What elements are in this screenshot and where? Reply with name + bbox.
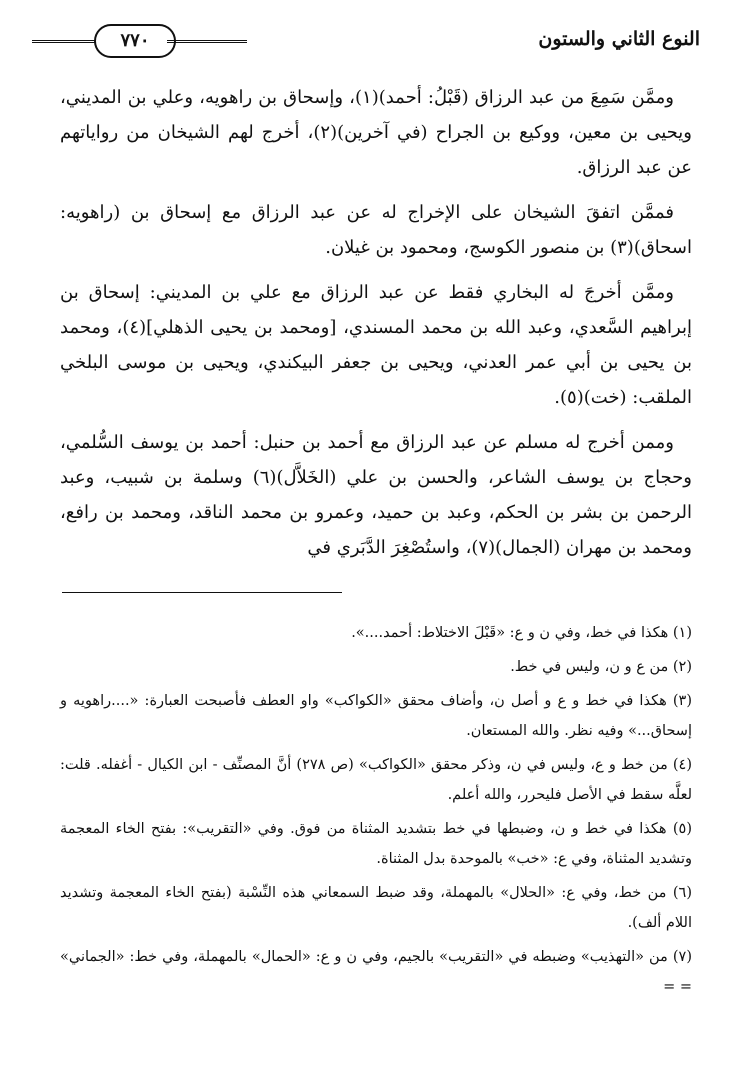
- footnote-separator: [62, 592, 342, 593]
- page-header: [32, 22, 700, 68]
- main-text: [60, 80, 692, 565]
- footnotes: [60, 618, 692, 1006]
- paragraph: وممَّن سَمِعَ من عبد الرزاق (قَبْلُ: أحمد)(١)، وإسحاق بن راهويه، وعلي بن المديني، ويحيى بن معين، ووكيع بن الجراح (في آخرين)(٢)، أخرج لهم الشيخان من رواياتهم عن عبد الرزاق.: [60, 87, 693, 178]
- footnote: (٣) هكذا في خط و ع و أصل ن، وأضاف محقق «الكواكب» واو العطف فأصبحت العبارة: «....راهويه و إسحاق...» وفيه نظر. والله المستعان.: [60, 693, 692, 739]
- footnote: (٢) من ع و ن، وليس في خط.: [510, 659, 692, 675]
- paragraph: فممَّن اتفقَ الشيخان على الإخراج له عن عبد الرزاق مع إسحاق بن (راهويه: اسحاق)(٣) بن منصور الكوسج، ومحمود بن غيلان.: [60, 202, 692, 258]
- footnote: (٤) من خط و ع، وليس في ن، وذكر محقق «الكواكب» (ص ٢٧٨) أنَّ المصنِّف - ابن الكيال - أغفله. قلت: لعلَّه سقط في الأصل فليحرر، والله أعلم.: [60, 757, 692, 803]
- footnote: (٦) من خط، وفي ع: «الحلال» بالمهملة، وقد ضبط السمعاني هذه النِّسْبة (بفتح الخاء المعجمة وتشديد اللام ألف).: [60, 885, 692, 931]
- paragraph: وممن أخرج له مسلم عن عبد الرزاق مع أحمد بن حنبل: أحمد بن يوسف السُّلمي، وحجاج بن يوسف الشاعر، والحسن بن علي (الخَلاَّل)(٦) وسلمة بن شبيب، وعبد الرحمن بن بشر بن الحكم، وعبد بن حميد، وعمرو بن محمد الناقد، ومحمد بن رافع، ومحمد بن مهران (الجمال)(٧)، واستُصْغِرَ الدَّبَري في: [60, 432, 692, 558]
- header-rule-left: [32, 40, 96, 46]
- paragraph: وممَّن أخرجَ له البخاري فقط عن عبد الرزاق مع علي بن المديني: إسحاق بن إبراهيم السَّعدي، وعبد الله بن محمد المسندي، [ومحمد بن يحيى الذهلي](٤)، ومحمد بن يحيى بن أبي عمر العدني، ويحيى بن جعفر البيكندي، ويحيى بن موسى البلخي الملقب: (خت)(٥).: [60, 282, 692, 408]
- page-number: ٧٧٠: [94, 24, 176, 58]
- footnote: (٧) من «التهذيب» وضبطه في «التقريب» بالجيم، وفي ن و ع: «الحمال» بالمهملة، وفي خط: «الجماني» = =: [60, 949, 692, 995]
- footnote: (٥) هكذا في خط و ن، وضبطها في خط بتشديد المثناة من فوق. وفي «التقريب»: بفتح الخاء المعجمة وتشديد المثناة، وفي ع: «خب» بالموحدة بدل المثناة.: [60, 821, 692, 867]
- header-rule-middle: [167, 40, 247, 46]
- footnote: (١) هكذا في خط، وفي ن و ع: «قَبْلَ الاختلاط: أحمد....».: [351, 625, 692, 641]
- chapter-title: النوع الثاني والستون: [538, 28, 700, 50]
